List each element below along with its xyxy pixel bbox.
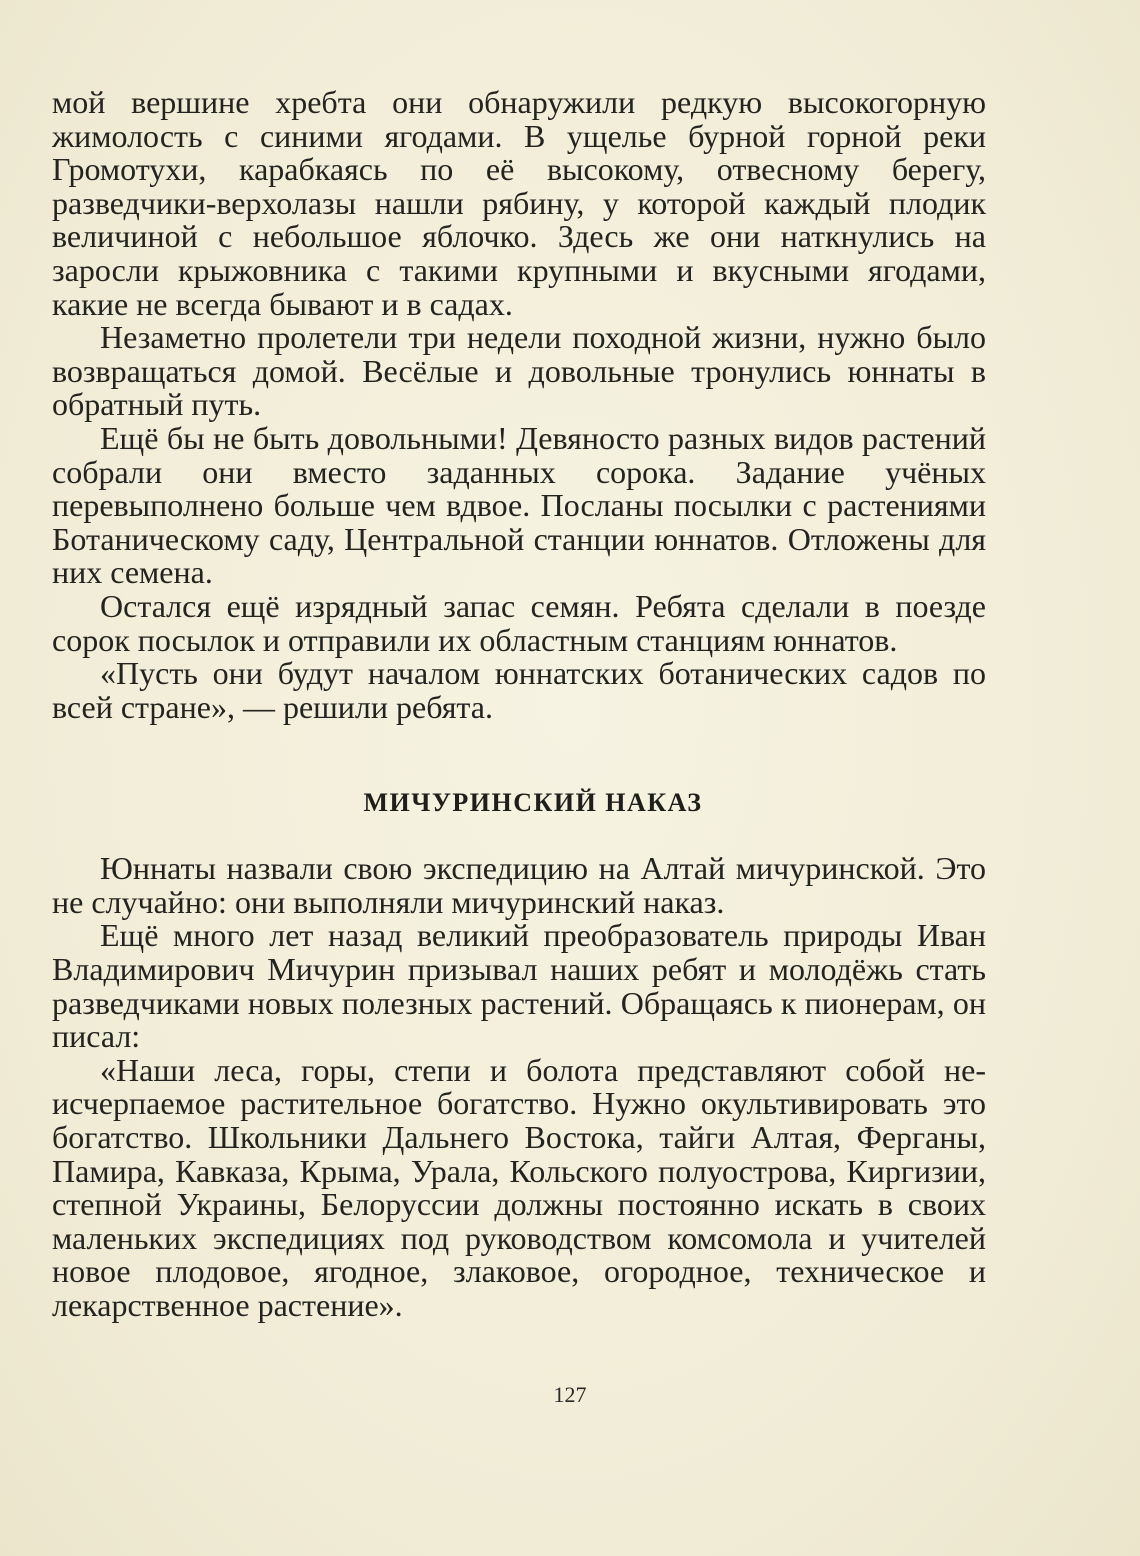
quote-paragraph: «Наши леса, горы, степи и болота представляют собой неисчерпаемое растительное богатство. Нужно окультивировать это богатство. Школьники Дальнего Востока, тайги Алтая, Ферганы, Памира, Кавказа, Крыма, Урала, Кольского полуострова, Киргизии, степной Украины, Белоруссии должны постоянно искать в своих маленьких экспедициях под руководством комсомола и учителей новое плодовое, ягодное, злаковое, огородное, техническое и лекарственное растение». [52,1051,986,1323]
paragraph: Остался ещё изрядный запас семян. Ребята сделали в поезде сорок посылок и отправили их областным станциям юннатов. [52,587,986,658]
paragraph-continuation: мой вершине хребта они обнаружили редкую высокогорную жимолость с синими ягодами. В ущелье бурной горной реки Громотухи, карабкаясь по её высокому, отвесному берегу, разведчики-верхолазы нашли рябину, у которой каждый плодик величиной с небольшое яблочко. Здесь же они наткнулись на заросли крыжовника с такими крупными и вкусными ягодами, какие не всегда бывают и в садах. [52,84,986,322]
paragraph: Юннаты назвали свою экспедицию на Алтай мичуринской. Это не случайно: они выполняли мичуринский наказ. [52,850,986,920]
paragraph: Незаметно пролетели три недели походной жизни, нужно было возвращаться домой. Весёлые и довольные тронулись юннаты в обратный путь. [52,319,986,423]
paragraph: «Пусть они будут началом юннатских ботанических садов по всей стране», — решили ребята. [52,655,986,725]
paragraph: Ещё много лет назад великий преобразователь природы Иван Владимирович Мичурин призывал наших ребят и молодёжь стать разведчиками новых полезных растений. Обращаясь к пионерам, он писал: [52,917,986,1055]
paragraph: Ещё бы не быть довольными! Девяносто разных видов растений собрали они вместо заданных сорока. Задание учёных перевыполнено больше чем вдвое. Посланы посылки с растениями Ботаническому саду, Центральной станции юннатов. Отложены для них семена. [52,419,986,591]
text-column [52,86,986,1323]
page-number: 127 [553,1382,587,1407]
section-heading: МИЧУРИНСКИЙ НАКАЗ [363,788,703,818]
section-gap [52,820,986,852]
section-gap [52,724,986,786]
